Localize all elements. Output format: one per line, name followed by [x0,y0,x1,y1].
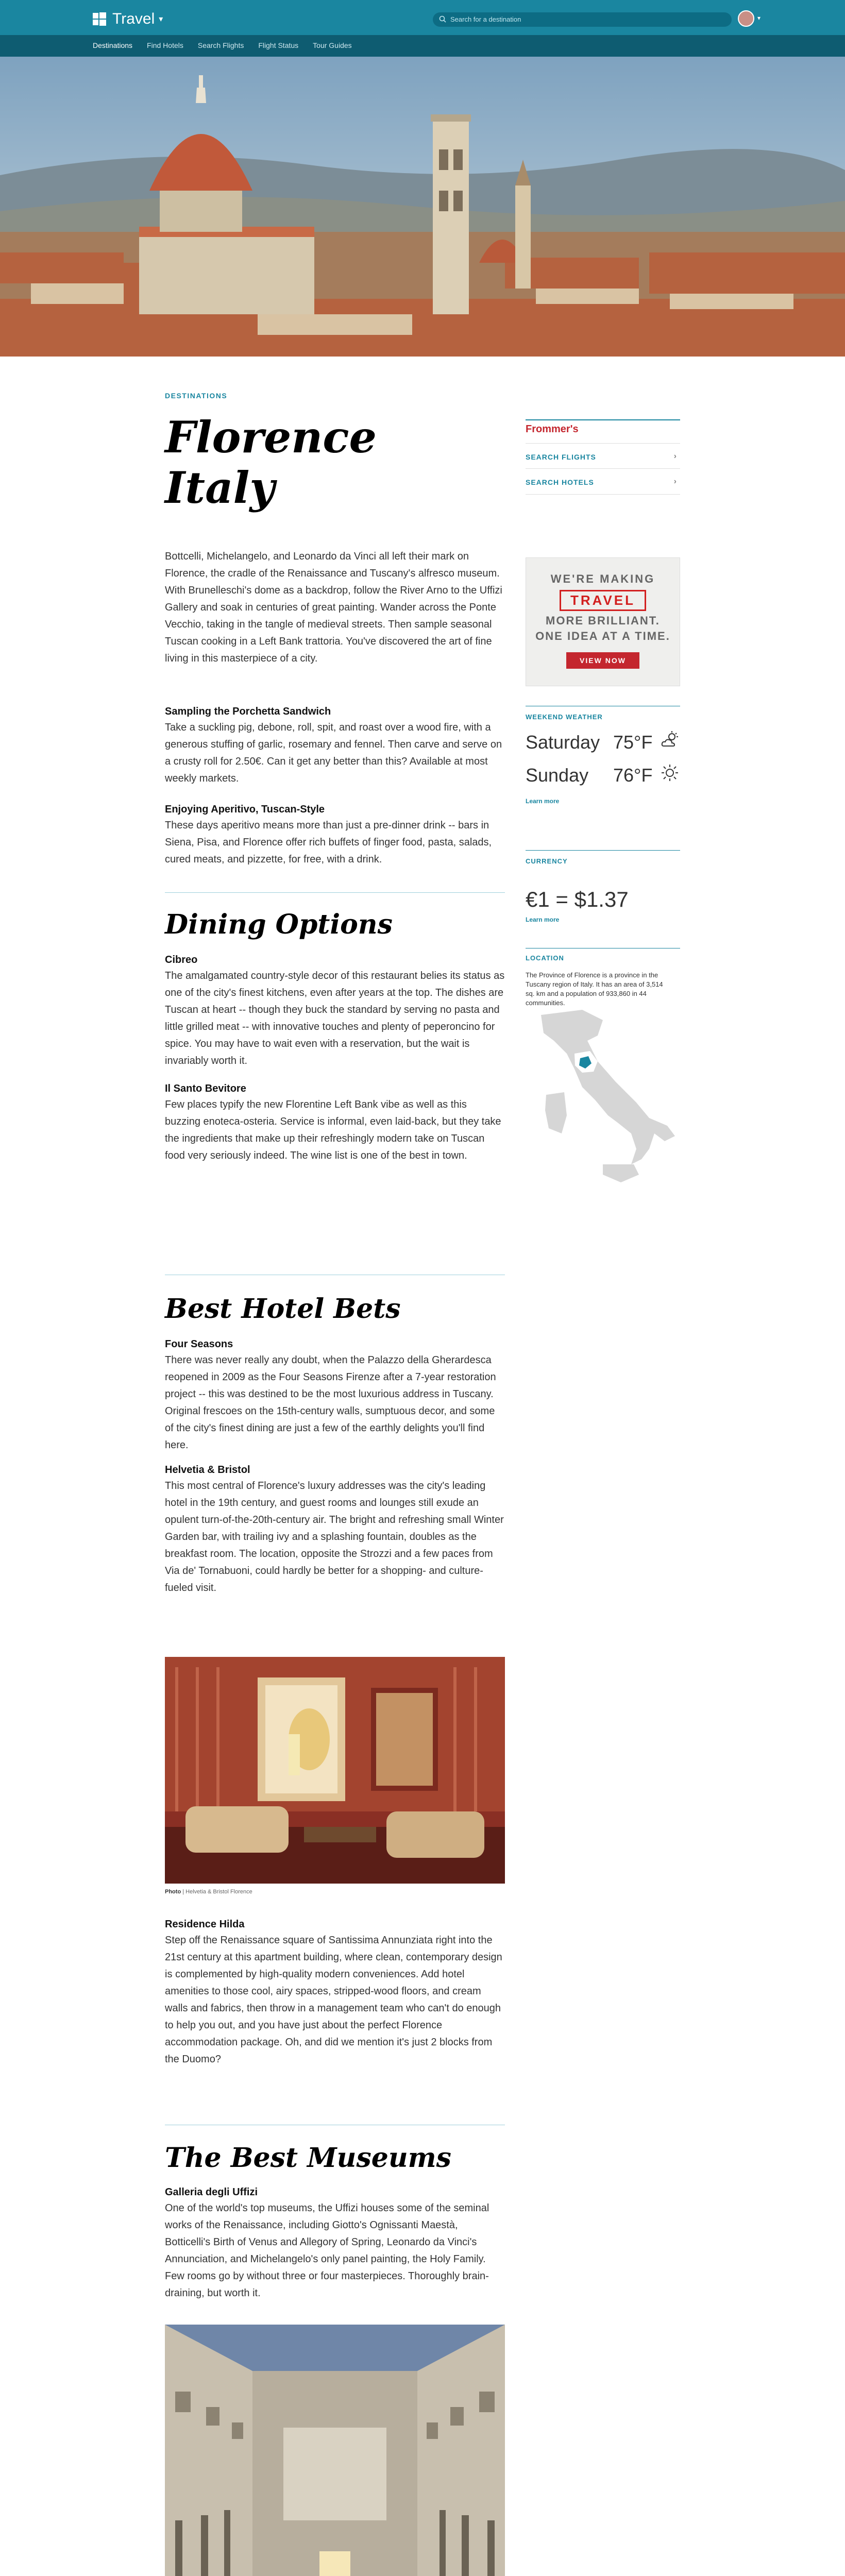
brand-title: Travel [112,10,155,27]
weather-row [526,728,680,754]
search-flights-link[interactable] [526,443,680,469]
search-placeholder: Search for a destination [450,15,521,23]
restaurant-heading: Cibreo [165,954,198,965]
caption-text: Helvetia & Bristol Florence [185,1889,252,1895]
title-city: Florence [165,412,377,463]
hotel-text: This most central of Florence's luxury addresses was the city's leading hotel in the 19th century, and guest rooms and lounges still exude an opulent turn-of-the-20th-century air. The bright and refreshing small Winter Garden bar, with trailing ivy and a splashing fountain, doubles as the breakfast room. The location, opposite the Strozzi and a few paces from Via de' Tornabuoni, could hardly be better for a shopping- and culture-fueled visit. [165,1480,504,1594]
food-heading: Sampling the Porchetta Sandwich [165,706,331,717]
food-text: These days aperitivo means more than just a pre-dinner drink -- bars in Siena, Pisa, and Florence offer rich buffets of finger food, pasta, salads, cured meats, and pizzette, for free, with a drink. [165,820,492,865]
food-heading: Enjoying Aperitivo, Tuscan-Style [165,804,325,815]
hotel-item [165,1462,505,1597]
search-icon [439,15,446,23]
hotel-item [165,1917,505,2068]
top-bar [0,0,845,35]
weather-temp: 75°F [613,732,653,753]
hotel-heading: Residence Hilda [165,1919,245,1930]
hero-image-florence [0,57,845,357]
frommers-logo[interactable]: Frommer's [526,423,579,435]
weather-row [526,761,680,787]
chevron-right-icon: › [673,452,677,461]
title-country: Italy [165,462,275,513]
location-description: The Province of Florence is a province in the Tuscany region of Italy. It has an area of 3,514 sq. km and a population of 933,860 in 44 communities. [526,971,663,1007]
food-item [165,704,505,787]
ad-highlight: TRAVEL [560,590,646,611]
hotel-item [165,1336,505,1454]
ad-line: WE'RE MAKING [550,572,655,585]
hotel-text: Step off the Renaissance square of Santissima Annunziata right into the 21st century at this apartment building, where clean, contemporary design is complemented by high-quality modern conveniences. Add hotel amenities to those cool, airy spaces, stripped-wood floors, and cream walls and fabrics, then throw in a management team who can't do enough to help you out, and you have just about the perfect Florence accommodation package. Oh, and did we mention it's just 2 blocks from the Duomo? [165,1935,502,2065]
currency-label: CURRENCY [526,857,568,865]
italy-map[interactable] [526,1005,680,1190]
subnav-item-find-hotels[interactable]: Find Hotels [147,41,183,49]
ad-view-now-button[interactable]: VIEW NOW [566,652,639,669]
restaurant-heading: Il Santo Bevitore [165,1083,246,1094]
restaurant-item [165,1081,505,1164]
avatar[interactable] [738,10,754,27]
restaurant-text: Few places typify the new Florentine Left Bank vibe as well as this buzzing enoteca-osteria. Service is informal, even laid-back, but they take the ingredients that make up their refreshingly modern take on Tuscan food very seriously indeed. The wine list is one of the best in town. [165,1099,501,1161]
subnav-item-flight-status[interactable]: Flight Status [258,41,299,49]
food-item [165,802,505,868]
subnav-item-tour-guides[interactable]: Tour Guides [313,41,352,49]
search-hotels-link[interactable] [526,469,680,495]
restaurant-item [165,952,505,1070]
ad-line: ONE IDEA AT A TIME. [535,630,670,642]
subnav-item-destinations[interactable]: Destinations [93,41,133,49]
search-flights-label: SEARCH FLIGHTS [526,453,596,461]
hotel-heading: Four Seasons [165,1338,233,1350]
currency-value: €1 = $1.37 [526,887,629,911]
ad-line: MORE BRILLIANT. [546,614,660,627]
dining-title: Dining Options [165,909,393,940]
cloudy-sun-icon [661,731,679,749]
search-hotels-label: SEARCH HOTELS [526,478,594,486]
hotel-photo[interactable] [165,1657,505,1884]
advertisement[interactable] [526,557,680,686]
museum-text: One of the world's top museums, the Uffizi houses some of the seminal works of the Renaissance, including Giotto's Ognissanti Maestà, Botticelli's Birth of Venus and Allegory of Spring, Leonardo da Vinci's Annunciation, and Michelangelo's only panel painting, the Holy Family. Few rooms go by without three or four masterpieces. Thoroughly brain-draining, but worth it. [165,2202,489,2299]
intro-paragraph: Bottcelli, Michelangelo, and Leonardo da Vinci all left their mark on Florence, the cradle of the Renaissance and Tuscany's alfresco museum. With Brunelleschi's dome as a backdrop, follow the River Arno to the Uffizi Gallery and soak in centuries of great painting. Wander across the Ponte Vecchio, taking in the tangle of medieval streets. Then sample seasonal Tuscan cooking in a Left Bank trattoria. You've discovered the art of fine living in this masterpiece of a city. [165,551,502,664]
photo-caption [165,1889,252,1895]
weather-label: WEEKEND WEATHER [526,713,603,721]
section-kicker: DESTINATIONS [165,392,228,400]
hotel-heading: Helvetia & Bristol [165,1464,250,1476]
hotels-title: Best Hotel Bets [165,1293,401,1325]
weather-learn-more-link[interactable]: Learn more [526,798,560,805]
search-input[interactable] [433,12,732,27]
museums-title: The Best Museums [165,2142,451,2174]
chevron-down-icon[interactable]: ▾ [757,14,761,22]
section-divider [165,892,505,893]
caption-separator: | [182,1889,186,1895]
caption-label: Photo [165,1889,181,1895]
museum-heading: Galleria degli Uffizi [165,2187,258,2198]
hotel-text: There was never really any doubt, when the Palazzo della Gherardesca reopened in 2009 as the Four Seasons Firenze after a 7-year restoration project -- this was destined to be the most luxurious address in Tuscany. Original frescoes on the 15th-century walls, sumptuous decor, and some of the city's finest dining are just a few of the earthly delights you'll find here. [165,1354,496,1451]
restaurant-text: The amalgamated country-style decor of this restaurant belies its status as one of the city's finest kitchens, even after years at the top. The dishes are Tuscan at heart -- though they buck the standard by serving no pasta and little grilled meat -- with innovative touches and plenty of peperoncino for spice. You may have to wait even with a reservation, but the wait is invariably worth it. [165,970,505,1066]
brand[interactable] [93,10,163,28]
food-text: Take a suckling pig, debone, roll, spit, and roast over a wood fire, with a generous stuffing of garlic, rosemary and fennel. Then carve and serve on a crusty roll for 2.50€. Can it get any better than this? Available at most weekly markets. [165,722,502,784]
currency-learn-more-link[interactable]: Learn more [526,916,560,923]
sidebar-divider [526,850,680,851]
weather-day: Saturday [526,732,600,753]
subnav-item-search-flights[interactable]: Search Flights [197,41,244,49]
sidebar-divider [526,419,680,420]
sub-navigation [0,35,845,57]
sun-icon [661,764,679,782]
weather-day: Sunday [526,765,589,786]
weather-temp: 76°F [613,765,653,786]
page-title [165,412,505,513]
location-label: LOCATION [526,954,564,962]
windows-logo-icon [93,12,106,26]
chevron-right-icon: › [673,477,677,486]
uffizi-photo[interactable] [165,2325,505,2576]
chevron-down-icon: ▾ [159,15,163,24]
museum-item [165,2184,505,2302]
